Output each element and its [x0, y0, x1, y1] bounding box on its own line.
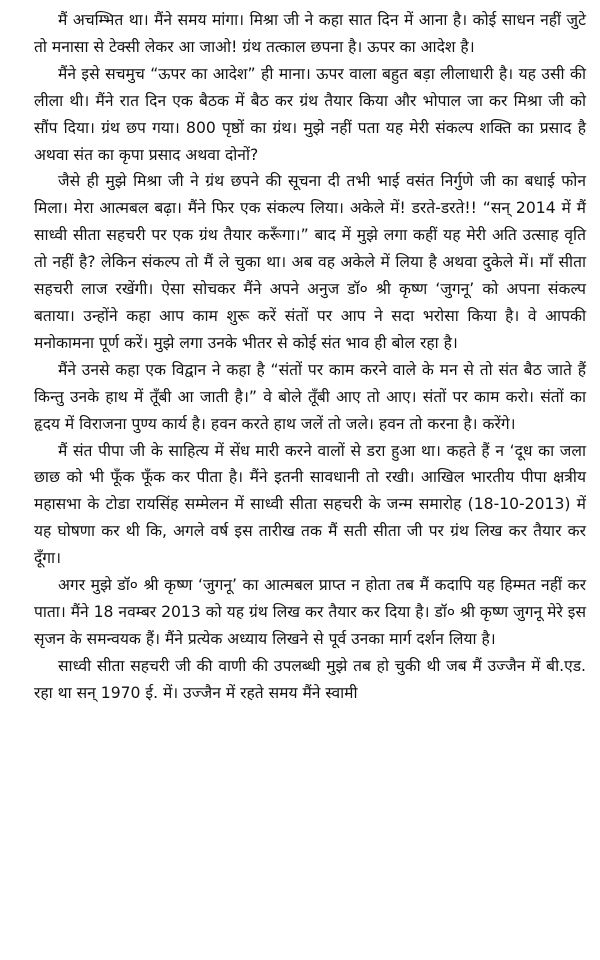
paragraph-2: मैंने इसे सचमुच “ऊपर का आदेश” ही माना। ऊपर वाला बहुत बड़ा लीलाधारी है। यह उसी की लीला थी। मैंने रात दिन एक बैठक में बैठ कर ग्रंथ तैयार किया और भोपाल जा कर मिश्रा जी को सौंप दिया। ग्रंथ छप गया। 800 पृष्ठों का ग्रंथ। मुझे नहीं पता यह मेरी संकल्प शक्ति का प्रसाद है अथवा संत का कृपा प्रसाद अथवा दोनों?: [34, 64, 586, 164]
paragraph-5: मैं संत पीपा जी के साहित्य में सेंध मारी करने वालों से डरा हुआ था। कहते हैं न ‘दूध का जला छाछ को भी फूँक फूँक कर पीता है। मैंने इतनी सावधानी तो रखी। आखिल भारतीय पीपा क्षत्रीय महासभा के टोडा रायसिंह सम्मेलन में साध्वी सीता सहचरी के जन्म समारोह (18-10-2013) में यह घोषणा कर थी कि, अगले वर्ष इस तारीख तक मैं सती सीता जी पर ग्रंथ लिख कर तैयार कर दूँगा।: [34, 441, 586, 568]
paragraph-4: मैंने उनसे कहा एक विद्वान ने कहा है “संतों पर काम करने वाले के मन से तो संत बैठ जाते हैं किन्तु उनके हाथ में तूँबी आ जाती है।” वे बोले तूँबी आए तो आए। संतों पर काम करो। संतों का हृदय में विराजना पुण्य कार्य है। हवन करते हाथ जलें तो जले। हवन तो करना है। करेंगे।: [34, 360, 586, 433]
paragraph-6: अगर मुझे डॉ० श्री कृष्ण ‘जुगनू’ का आत्मबल प्राप्त न होता तब मैं कदापि यह हिम्मत नहीं कर पाता। मैंने 18 नवम्बर 2013 को यह ग्रंथ लिख कर तैयार कर दिया है। डॉ० श्री कृष्ण जुगनू मेरे इस सृजन के समन्वयक हैं। मैंने प्रत्येक अध्याय लिखने से पूर्व उनका मार्ग दर्शन लिया है।: [34, 576, 586, 648]
paragraph-3: जैसे ही मुझे मिश्रा जी ने ग्रंथ छपने की सूचना दी तभी भाई वसंत निर्गुणे जी का बधाई फोन मिला। मेरा आत्मबल बढ़ा। मैंने फिर एक संकल्प लिया। अकेले में! डरते-डरते!! “सन् 2014 में मैं साध्वी सीता सहचरी पर एक ग्रंथ तैयार करूँगा।” बाद में मुझे लगा कहीं यह मेरी अति उत्साह वृति तो नहीं है? लेकिन संकल्प तो मैं ले चुका था। अब वह अकेले में लिया है अथवा दुकेले में। माँ सीता सहचरी लाज रखेंगी। ऐसा सोचकर मैंने अपने अनुज डॉ० श्री कृष्ण ‘जुगनू’ को अपना संकल्प बताया। उन्होंने कहा आप काम शुरू करें संतों पर आप ने सदा भरोसा किया है। वे आपकी मनोकामना पूर्ण करें। मुझे लगा उनके भीतर से कोई संत भाव ही बोल रहा है।: [34, 172, 586, 352]
paragraph-7: साध्वी सीता सहचरी जी की वाणी की उपलब्धी मुझे तब हो चुकी थी जब मैं उज्जैन में बी.एड. रहा था सन् 1970 ई. में। उज्जैन में रहते समय मैंने स्वामी: [34, 656, 586, 702]
paragraph-1: मैं अचम्भित था। मैंने समय मांगा। मिश्रा जी ने कहा सात दिन में आना है। कोई साधन नहीं जुटे तो मनासा से टेक्सी लेकर आ जाओ! ग्रंथ तत्काल छपना है। ऊपर का आदेश है।: [34, 11, 586, 56]
